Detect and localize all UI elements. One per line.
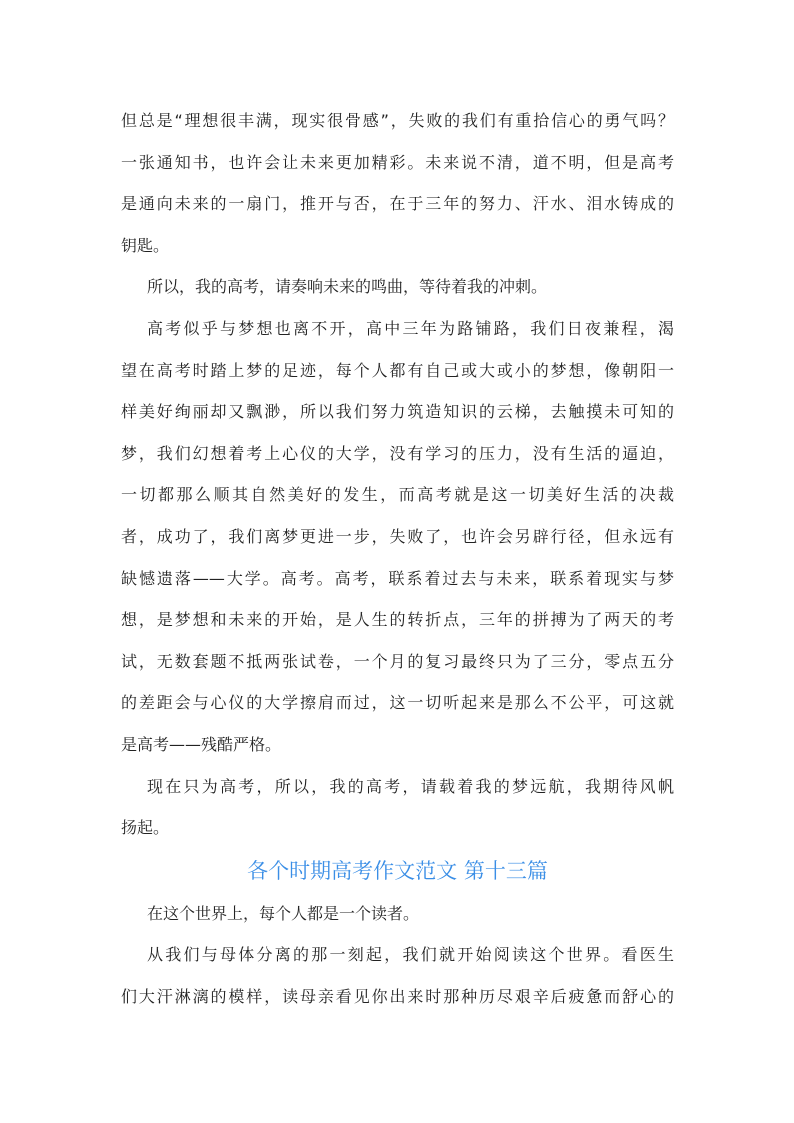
paragraph-line: 想，是梦想和未来的开始，是人生的转折点，三年的拼搏为了两天的考 bbox=[121, 610, 674, 630]
paragraph-line: 是通向未来的一扇门，推开与否，在于三年的努力、汗水、泪水铸成的 bbox=[121, 194, 674, 214]
section-heading: 各个时期高考作文范文 第十三篇 bbox=[247, 858, 548, 883]
document-body bbox=[121, 100, 674, 1017]
paragraph-line: 但总是“理想很丰满，现实很骨感”，失败的我们有重拾信心的勇气吗？ bbox=[121, 111, 674, 130]
paragraph-line: 高考似乎与梦想也离不开，高中三年为路铺路，我们日夜兼程，渴 bbox=[147, 318, 674, 338]
paragraph-line: 从我们与母体分离的那一刻起，我们就开始阅读这个世界。看医生 bbox=[147, 945, 674, 965]
paragraph-line: 所以，我的高考，请奏响未来的鸣曲，等待着我的冲刺。 bbox=[147, 277, 548, 297]
paragraph-line: 钥匙。 bbox=[121, 235, 170, 255]
paragraph-line: 一张通知书，也许会让未来更加精彩。未来说不清，道不明，但是高考 bbox=[121, 152, 674, 172]
paragraph-line: 缺憾遗落——大学。高考。高考，联系着过去与未来，联系着现实与梦 bbox=[121, 568, 674, 588]
paragraph-line: 在这个世界上，每个人都是一个读者。 bbox=[147, 903, 420, 923]
paragraph-line: 现在只为高考，所以，我的高考，请载着我的梦远航，我期待风帆 bbox=[147, 776, 674, 796]
paragraph-line: 试，无数套题不抵两张试卷，一个月的复习最终只为了三分，零点五分 bbox=[121, 651, 674, 671]
paragraph-line: 样美好绚丽却又飘渺，所以我们努力筑造知识的云梯，去触摸未可知的 bbox=[121, 402, 674, 422]
paragraph-line: 望在高考时踏上梦的足迹，每个人都有自己或大或小的梦想，像朝阳一 bbox=[121, 360, 674, 380]
paragraph-line: 们大汗淋漓的模样，读母亲看见你出来时那种历尽艰辛后疲惫而舒心的 bbox=[121, 986, 674, 1006]
paragraph-line: 梦，我们幻想着考上心仪的大学，没有学习的压力，没有生活的逼迫， bbox=[121, 443, 674, 463]
paragraph-line: 扬起。 bbox=[121, 818, 170, 838]
paragraph-line: 一切都那么顺其自然美好的发生，而高考就是这一切美好生活的决裁 bbox=[121, 485, 674, 505]
paragraph-line: 的差距会与心仪的大学擦肩而过，这一切听起来是那么不公平，可这就 bbox=[121, 693, 674, 713]
paragraph-line: 者，成功了，我们离梦更进一步，失败了，也许会另辟行径，但永远有 bbox=[121, 526, 674, 546]
paragraph-line: 是高考——残酷严格。 bbox=[121, 734, 282, 754]
